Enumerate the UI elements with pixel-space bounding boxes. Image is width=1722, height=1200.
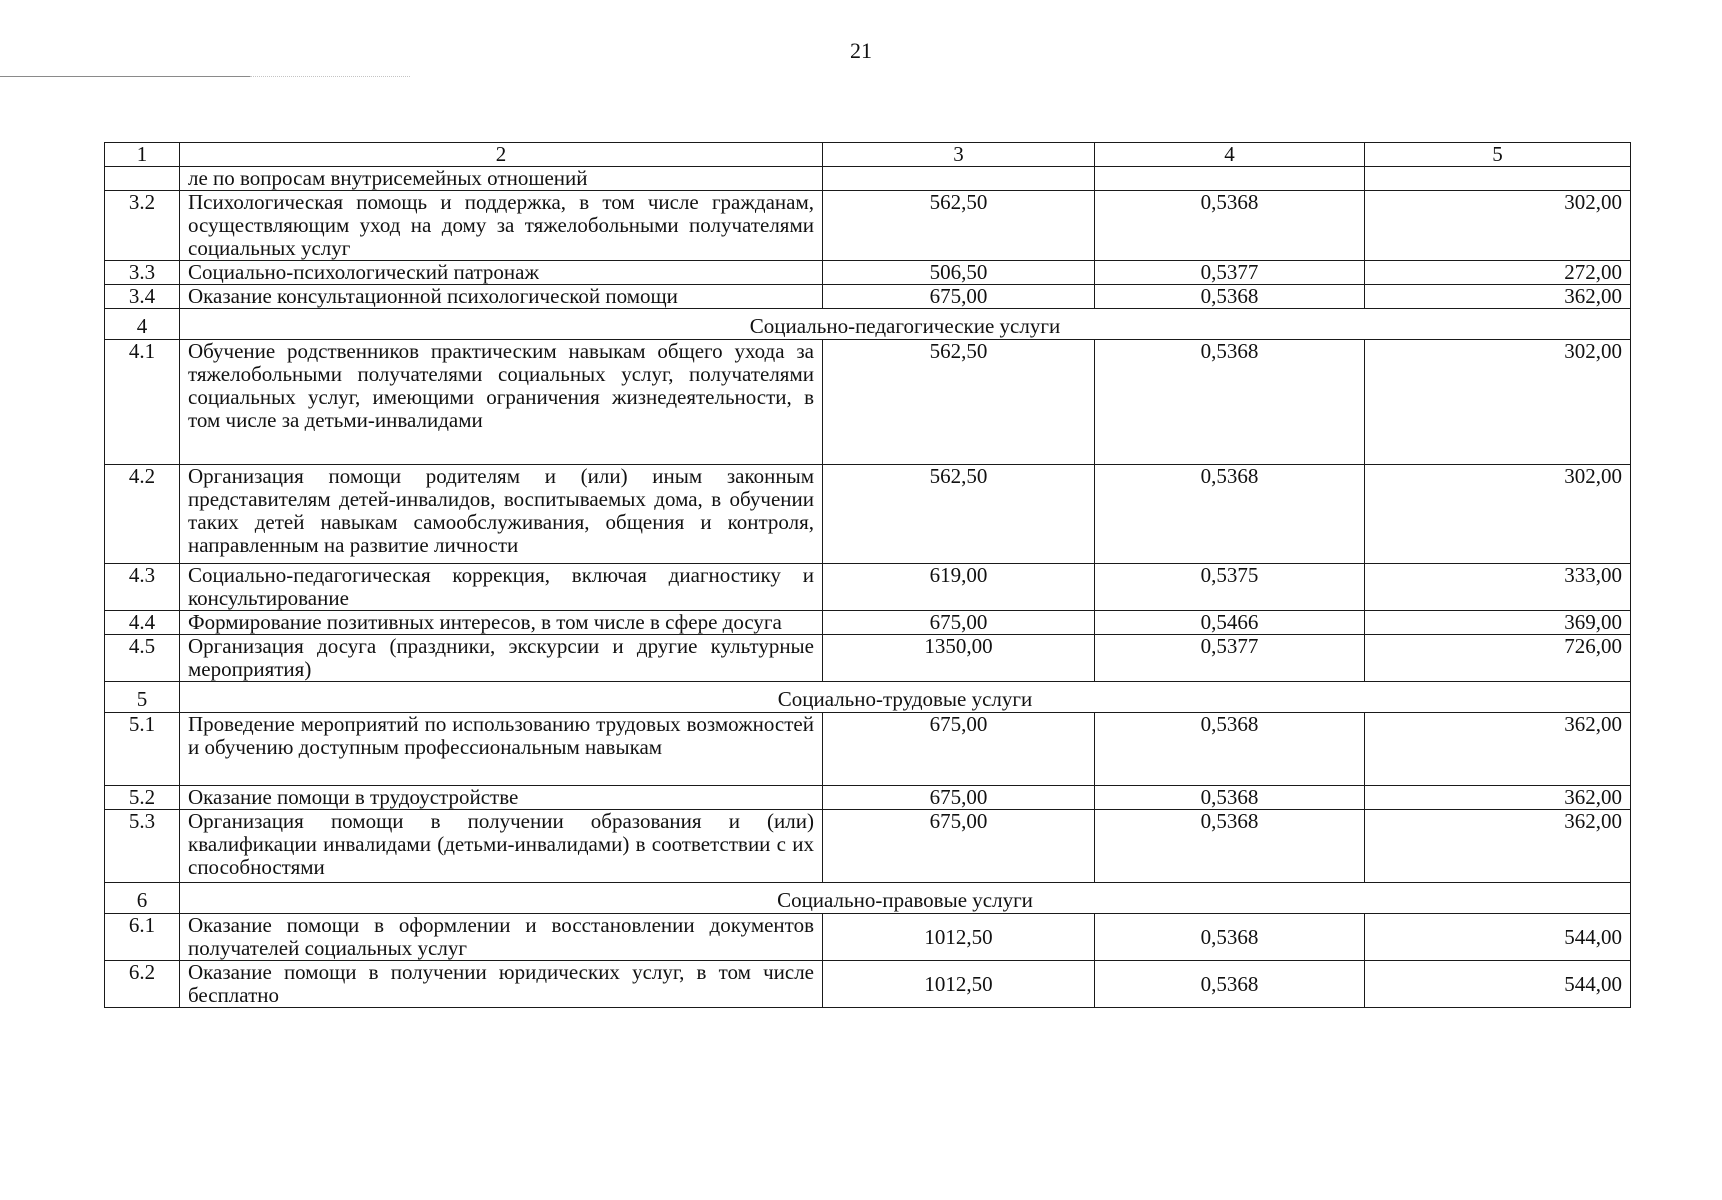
row-number: 4.4 bbox=[105, 611, 180, 635]
row-number: 4.1 bbox=[105, 340, 180, 465]
section-row bbox=[105, 883, 1631, 914]
service-name: Оказание помощи в оформлении и восстановлении документов получателей социальных услуг bbox=[180, 914, 823, 961]
tariff-cell: 544,00 bbox=[1365, 961, 1631, 1008]
tariff-cell: 272,00 bbox=[1365, 261, 1631, 285]
page-number: 21 bbox=[850, 38, 872, 63]
empty-cell bbox=[1365, 167, 1631, 191]
coefficient-cell: 0,5368 bbox=[1095, 340, 1365, 465]
coefficient-cell: 0,5368 bbox=[1095, 285, 1365, 309]
top-rule-faint bbox=[250, 76, 410, 77]
table-row bbox=[105, 191, 1631, 261]
price-cell: 619,00 bbox=[823, 564, 1095, 611]
service-name: Обучение родственников практическим навыкам общего ухода за тяжелобольными получателями социальных услуг, получателями социальных услуг, имеющими ограничения жизнедеятельности, в том числе за детьми-инвалидами bbox=[180, 340, 823, 465]
tariff-cell: 726,00 bbox=[1365, 635, 1631, 682]
tariff-table bbox=[104, 142, 1631, 1008]
row-number: 4.2 bbox=[105, 465, 180, 564]
service-name: Организация досуга (праздники, экскурсии и другие культурные мероприятия) bbox=[180, 635, 823, 682]
price-cell: 1350,00 bbox=[823, 635, 1095, 682]
row-number: 4.3 bbox=[105, 564, 180, 611]
section-row bbox=[105, 309, 1631, 340]
row-number: 3.3 bbox=[105, 261, 180, 285]
tariff-cell: 362,00 bbox=[1365, 810, 1631, 883]
row-number bbox=[105, 167, 180, 191]
row-number: 4.5 bbox=[105, 635, 180, 682]
tariff-cell: 302,00 bbox=[1365, 191, 1631, 261]
price-cell: 562,50 bbox=[823, 340, 1095, 465]
row-number: 6.2 bbox=[105, 961, 180, 1008]
continuation-row bbox=[105, 167, 1631, 191]
column-header: 1 bbox=[105, 143, 180, 167]
service-name: Оказание помощи в трудоустройстве bbox=[180, 786, 823, 810]
section-number: 4 bbox=[105, 309, 180, 340]
price-cell: 1012,50 bbox=[823, 961, 1095, 1008]
row-number: 5.2 bbox=[105, 786, 180, 810]
column-header: 2 bbox=[180, 143, 823, 167]
tariff-cell: 544,00 bbox=[1365, 914, 1631, 961]
tariff-cell: 362,00 bbox=[1365, 786, 1631, 810]
service-name: Психологическая помощь и поддержка, в том числе гражданам, осуществляющим уход на дому за тяжелобольными получателями социальных услуг bbox=[180, 191, 823, 261]
service-name: Формирование позитивных интересов, в том числе в сфере досуга bbox=[180, 611, 823, 635]
row-number: 5.1 bbox=[105, 713, 180, 786]
table-row bbox=[105, 914, 1631, 961]
tariff-cell: 333,00 bbox=[1365, 564, 1631, 611]
table-row bbox=[105, 564, 1631, 611]
tariff-cell: 302,00 bbox=[1365, 340, 1631, 465]
coefficient-cell: 0,5368 bbox=[1095, 961, 1365, 1008]
tariff-cell: 302,00 bbox=[1365, 465, 1631, 564]
price-cell: 675,00 bbox=[823, 810, 1095, 883]
row-number: 3.4 bbox=[105, 285, 180, 309]
table-row bbox=[105, 961, 1631, 1008]
empty-cell bbox=[1095, 167, 1365, 191]
price-cell: 675,00 bbox=[823, 285, 1095, 309]
table-row bbox=[105, 340, 1631, 465]
section-title: Социально-педагогические услуги bbox=[180, 309, 1631, 340]
coefficient-cell: 0,5368 bbox=[1095, 810, 1365, 883]
row-number: 6.1 bbox=[105, 914, 180, 961]
price-cell: 675,00 bbox=[823, 786, 1095, 810]
service-name: Организация помощи в получении образования и (или) квалификации инвалидами (детьми-инвалидами) в соответствии с их способностями bbox=[180, 810, 823, 883]
section-number: 6 bbox=[105, 883, 180, 914]
coefficient-cell: 0,5377 bbox=[1095, 635, 1365, 682]
empty-cell bbox=[823, 167, 1095, 191]
section-title: Социально-правовые услуги bbox=[180, 883, 1631, 914]
price-cell: 1012,50 bbox=[823, 914, 1095, 961]
price-cell: 562,50 bbox=[823, 191, 1095, 261]
service-name: Социально-педагогическая коррекция, включая диагностику и консультирование bbox=[180, 564, 823, 611]
coefficient-cell: 0,5368 bbox=[1095, 465, 1365, 564]
tariff-cell: 362,00 bbox=[1365, 285, 1631, 309]
row-number: 5.3 bbox=[105, 810, 180, 883]
column-header: 5 bbox=[1365, 143, 1631, 167]
row-number: 3.2 bbox=[105, 191, 180, 261]
price-cell: 506,50 bbox=[823, 261, 1095, 285]
service-name: Оказание консультационной психологической помощи bbox=[180, 285, 823, 309]
column-header: 3 bbox=[823, 143, 1095, 167]
table-row bbox=[105, 635, 1631, 682]
coefficient-cell: 0,5368 bbox=[1095, 786, 1365, 810]
coefficient-cell: 0,5375 bbox=[1095, 564, 1365, 611]
coefficient-cell: 0,5368 bbox=[1095, 914, 1365, 961]
service-name: Проведение мероприятий по использованию трудовых возможностей и обучению доступным профессиональным навыкам bbox=[180, 713, 823, 786]
coefficient-cell: 0,5377 bbox=[1095, 261, 1365, 285]
coefficient-cell: 0,5368 bbox=[1095, 191, 1365, 261]
table-row bbox=[105, 261, 1631, 285]
tariff-cell: 362,00 bbox=[1365, 713, 1631, 786]
service-name: Оказание помощи в получении юридических услуг, в том числе бесплатно bbox=[180, 961, 823, 1008]
continuation-text: ле по вопросам внутрисемейных отношений bbox=[180, 167, 823, 191]
service-name: Организация помощи родителям и (или) иным законным представителям детей-инвалидов, воспитываемых дома, в обучении таких детей навыкам самообслуживания, общения и контроля, направленным на развитие личности bbox=[180, 465, 823, 564]
table-row bbox=[105, 611, 1631, 635]
section-number: 5 bbox=[105, 682, 180, 713]
price-cell: 562,50 bbox=[823, 465, 1095, 564]
tariff-cell: 369,00 bbox=[1365, 611, 1631, 635]
column-header: 4 bbox=[1095, 143, 1365, 167]
coefficient-cell: 0,5368 bbox=[1095, 713, 1365, 786]
price-cell: 675,00 bbox=[823, 611, 1095, 635]
section-title: Социально-трудовые услуги bbox=[180, 682, 1631, 713]
top-rule bbox=[0, 76, 250, 77]
coefficient-cell: 0,5466 bbox=[1095, 611, 1365, 635]
table-row bbox=[105, 713, 1631, 786]
table-row bbox=[105, 786, 1631, 810]
table-row bbox=[105, 465, 1631, 564]
section-row bbox=[105, 682, 1631, 713]
service-name: Социально-психологический патронаж bbox=[180, 261, 823, 285]
price-cell: 675,00 bbox=[823, 713, 1095, 786]
column-header-row bbox=[105, 143, 1631, 167]
table-row bbox=[105, 810, 1631, 883]
table-row bbox=[105, 285, 1631, 309]
